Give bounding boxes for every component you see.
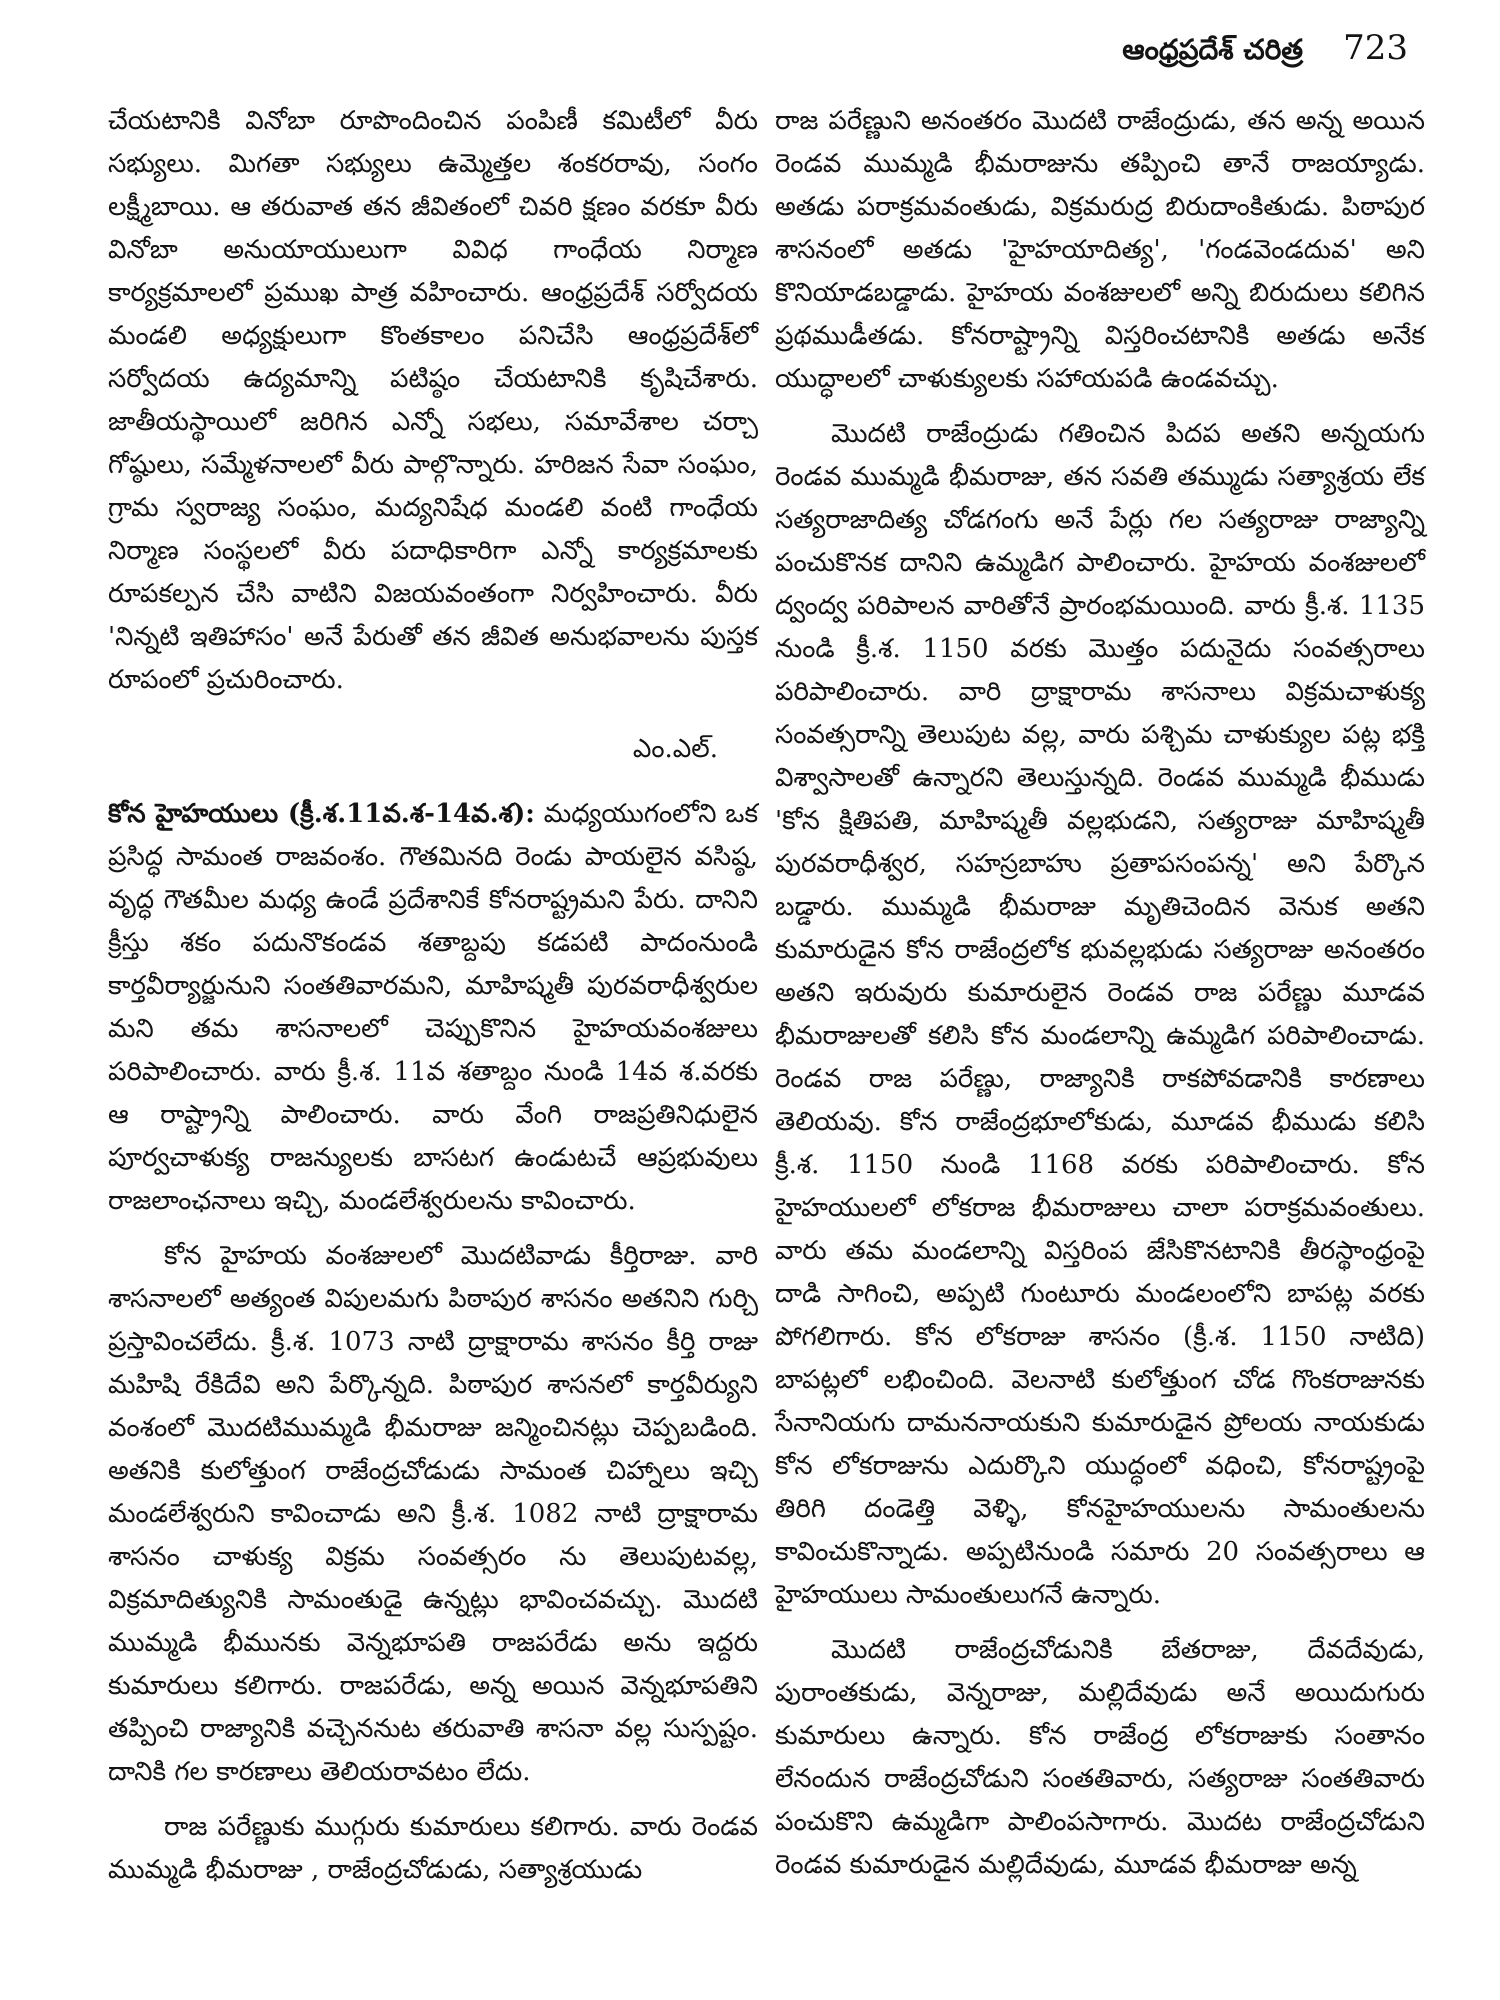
running-header (1122, 28, 1408, 73)
page-number: 723 (1343, 28, 1408, 68)
encyclopedia-entry (108, 793, 758, 1892)
entry-heading: కోన హైహయులు (క్రీ.శ.11వ.శ-14వ.శ): (108, 799, 535, 829)
entry-intro-text: మధ్యయుగంలోని ఒక ప్రసిద్ధ సామంత రాజవంశం. గౌతమినది రెండు పాయలైన వసిష్ఠ, వృద్ధ గౌతమీల మధ్య ఉండే ప్రదేశానికే కోనరాష్ట్రమని పేరు. దానిని క్రీస్తు శకం పదునొకండవ శతాబ్దపు కడపటి పాదంనుండి కార్తవీర్యార్జునుని సంతతివారమని, మాహిష్మతీ పురవరాధీశ్వరుల మని తమ శాసనాలలో చెప్పుకొనిన హైహయవంశజులు పరిపాలించారు. వారు క్రీ.శ. 11వ శతాబ్దం నుండి 14వ శ.వరకు ఆ రాష్ట్రాన్ని పాలించారు. వారు వేంగి రాజప్రతినిధులైన పూర్వచాళుక్య రాజన్యులకు బాసటగ ఉండుటచే ఆప్రభువులు రాజలాంఛనాలు ఇచ్చి, మండలేశ్వరులను కావించారు. (108, 799, 759, 1216)
entry-paragraph: రాజ పరేణ్ణుకు ముగ్గురు కుమారులు కలిగారు. వారు రెండవ ముమ్మడి భీమరాజు , రాజేంద్రచోడుడు, సత్యాశ్రయుడు (108, 1812, 758, 1885)
author-initials: ఎం.ఎల్. (632, 734, 718, 764)
carryover-paragraph: చేయటానికి వినోబా రూపొందించిన పంపిణీ కమిటీలో వీరు సభ్యులు. మిగతా సభ్యులు ఉమ్మెత్తల శంకరరావు, సంగం లక్ష్మీబాయి. ఆ తరువాత తన జీవితంలో చివరి క్షణం వరకూ వీరు వినోబా అనుయాయులుగా వివిధ గాంధేయ నిర్మాణ కార్యక్రమాలలో ప్రముఖ పాత్ర వహించారు. ఆంధ్రప్రదేశ్ సర్వోదయ మండలి అధ్యక్షులుగా కొంతకాలం పనిచేసి ఆంధ్రప్రదేశ్‌లో సర్వోదయ ఉద్యమాన్ని పటిష్ఠం చేయటానికి కృషిచేశారు. జాతీయస్థాయిలో జరిగిన ఎన్నో సభలు, సమావేశాల చర్చా గోష్ఠులు, సమ్మేళనాలలో వీరు పాల్గొన్నారు. హరిజన సేవా సంఘం, గ్రామ స్వరాజ్య సంఘం, మద్యనిషేధ మండలి వంటి గాంధేయ నిర్మాణ సంస్థలలో వీరు పదాధికారిగా ఎన్నో కార్యక్రమాలకు రూపకల్పన చేసి వాటిని విజయవంతంగా నిర్వహించారు. వీరు 'నిన్నటి ఇతిహాసం' అనే పేరుతో తన జీవిత అనుభవాలను పుస్తక రూపంలో ప్రచురించారు. (108, 106, 758, 695)
entry-paragraph: రాజ పరేణ్ణుని అనంతరం మొదటి రాజేంద్రుడు, తన అన్న అయిన రెండవ ముమ్మడి భీమరాజును తప్పించి తానే రాజయ్యాడు. అతడు పరాక్రమవంతుడు, విక్రమరుద్ర బిరుదాంకితుడు. పిఠాపుర శాసనంలో అతడు 'హైహయాదిత్య', 'గండవెండదువ' అని కొనియాడబడ్డాడు. హైహయ వంశజులలో అన్ని బిరుదులు కలిగిన ప్రథముడీతడు. కోనరాష్ట్రాన్ని విస్తరించటానికి అతడు అనేక యుద్ధాలలో చాళుక్యులకు సహాయపడి ఉండవచ్చు. (775, 106, 1425, 394)
right-column (775, 100, 1425, 1887)
entry-paragraph: కోన హైహయ వంశజులలో మొదటివాడు కీర్తిరాజు. వారి శాసనాలలో అత్యంత విపులమగు పిఠాపుర శాసనం అతనిని గుర్చి ప్రస్తావించలేదు. క్రీ.శ. 1073 నాటి ద్రాక్షారామ శాసనం కీర్తి రాజు మహిషి రేకిదేవి అని పేర్కొన్నది. పిఠాపుర శాసనలో కార్తవీర్యుని వంశంలో మొదటిముమ్మడి భీమరాజు జన్మించినట్లు చెప్పబడింది. అతనికి కులోత్తుంగ రాజేంద్రచోడుడు సామంత చిహ్నాలు ఇచ్చి మండలేశ్వరుని కావించాడు అని క్రీ.శ. 1082 నాటి ద్రాక్షారామ శాసనం చాళుక్య విక్రమ సంవత్సరం ను తెలుపుటవల్ల, విక్రమాదిత్యునికి సామంతుడై ఉన్నట్లు భావించవచ్చు. మొదటి ముమ్మడి భీమునకు వెన్నభూపతి రాజపరేడు అను ఇద్దరు కుమారులు కలిగారు. రాజపరేడు, అన్న అయిన వెన్నభూపతిని తప్పించి రాజ్యానికి వచ్చెననుట తరువాతి శాసనా వల్ల సుస్పష్టం. దానికి గల కారణాలు తెలియరావటం లేదు. (108, 1241, 758, 1787)
entry-paragraph: మొదటి రాజేంద్రచోడునికి బేతరాజు, దేవదేవుడు, పురాంతకుడు, వెన్నరాజు, మల్లిదేవుడు అనే అయిదుగురు కుమారులు ఉన్నారు. కోన రాజేంద్ర లోకరాజుకు సంతానం లేనందున రాజేంద్రచోడుని సంతతివారు, సత్యరాజు సంతతివారు పంచుకొని ఉమ్మడిగా పాలింపసాగారు. మొదట రాజేంద్రచోడుని రెండవ కుమారుడైన మల్లిదేవుడు, మూడవ భీమరాజు అన్న (775, 1635, 1425, 1880)
entry-paragraph: మొదటి రాజేంద్రుడు గతించిన పిదప అతని అన్నయగు రెండవ ముమ్మడి భీమరాజు, తన సవతి తమ్ముడు సత్యాశ్రయ లేక సత్యరాజాదిత్య చోడగంగు అనే పేర్లు గల సత్యరాజు రాజ్యాన్ని పంచుకొనక దానిని ఉమ్మడిగ పాలించారు. హైహయ వంశజులలో ద్వంద్వ పరిపాలన వారితోనే ప్రారంభమయింది. వారు క్రీ.శ. 1135 నుండి క్రీ.శ. 1150 వరకు మొత్తం పదునైదు సంవత్సరాలు పరిపాలించారు. వారి ద్రాక్షారామ శాసనాలు విక్రమచాళుక్య సంవత్సరాన్ని తెలుపుట వల్ల, వారు పశ్చిమ చాళుక్యుల పట్ల భక్తి విశ్వాసాలతో ఉన్నారని తెలుస్తున్నది. రెండవ ముమ్మడి భీముడు 'కోన క్షితిపతి, మాహిష్మతీ వల్లభుడని, సత్యరాజు మాహిష్మతీ పురవరాధీశ్వర, సహస్రబాహు ప్రతాపసంపన్న' అని పేర్కొన బడ్డారు. ముమ్మడి భీమరాజు మృతిచెందిన వెనుక అతని కుమారుడైన కోన రాజేంద్రలోక భువల్లభుడు సత్యరాజు అనంతరం అతని ఇరువురు కుమారులైన రెండవ రాజ పరేణ్ణు మూడవ భీమరాజులతో కలిసి కోన మండలాన్ని ఉమ్మడిగ పరిపాలించాడు. రెండవ రాజ పరేణ్ణు, రాజ్యానికి రాకపోవడానికి కారణాలు తెలియవు. కోన రాజేంద్రభూలోకుడు, మూడవ భీముడు కలిసి క్రీ.శ. 1150 నుండి 1168 వరకు పరిపాలించారు. కోన హైహయులలో లోకరాజ భీమరాజులు చాలా పరాక్రమవంతులు. వారు తమ మండలాన్ని విస్తరింప జేసికొనటానికి తీరస్థాంధ్రంపై దాడి సాగించి, అప్పటి గుంటూరు మండలంలోని బాపట్ల వరకు పోగలిగారు. కోన లోకరాజు శాసనం (క్రీ.శ. 1150 నాటిది) బాపట్లలో లభించింది. వెలనాటి కులోత్తుంగ చోడ గొంకరాజునకు సేనానియగు దామననాయకుని కుమారుడైన ప్రోలయ నాయకుడు కోన లోకరాజును ఎదుర్కొని యుద్ధంలో వధించి, కోనరాష్ట్రంపై తిరిగి దండెత్తి వెళ్ళి, కోనహైహయులను సామంతులను కావించుకొన్నాడు. అప్పటినుండి సమారు 20 సంవత్సరాలు ఆ హైహయులు సామంతులుగనే ఉన్నారు. (775, 419, 1425, 1610)
book-title: ఆంధ్రప్రదేశ్ చరిత్ర (1122, 33, 1304, 66)
entry-first-paragraph (108, 793, 758, 1223)
left-column (108, 100, 758, 1892)
